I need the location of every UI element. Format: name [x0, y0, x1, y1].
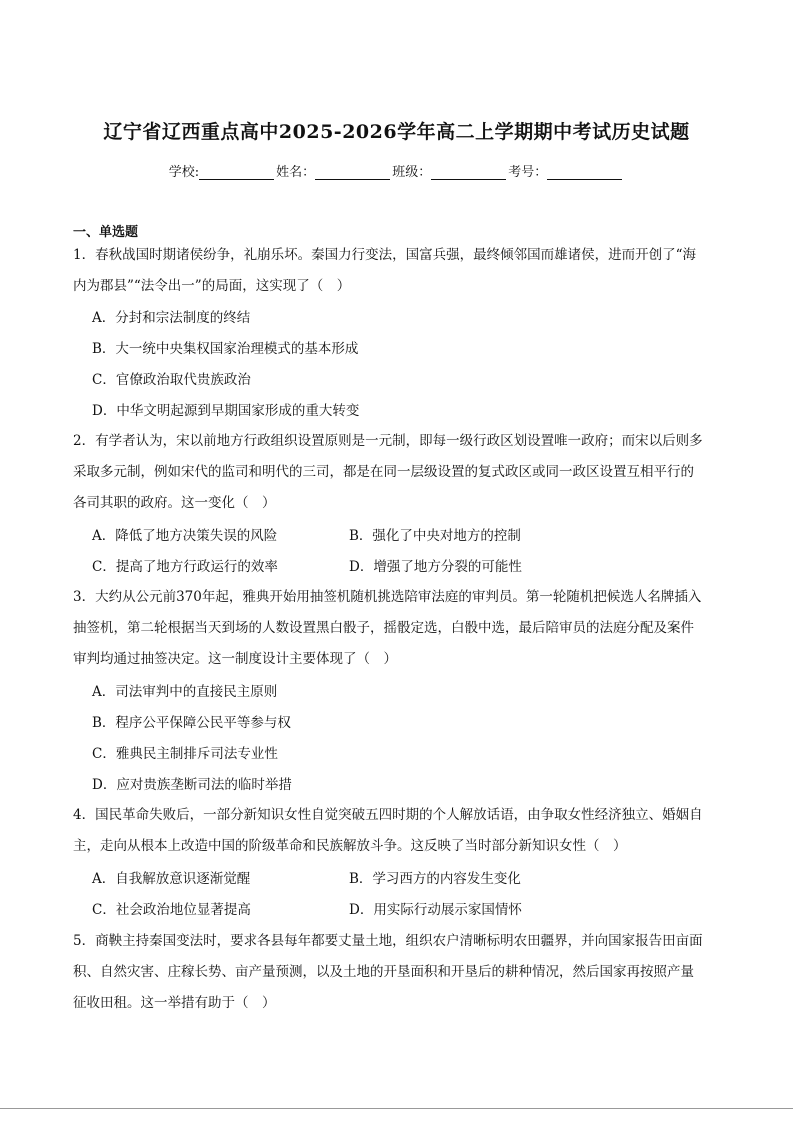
question-1-option-b[interactable]: B．大一统中央集权国家治理模式的基本形成: [92, 341, 359, 357]
stem-line: 4．国民革命失败后，一部分新知识女性自觉突破五四时期的个人解放话语，由争取女性经济独立、婚姻自: [73, 807, 703, 823]
question-2-option-d[interactable]: D．增强了地方分裂的可能性: [349, 559, 522, 575]
question-4-option-c[interactable]: C．社会政治地位显著提高: [92, 902, 251, 918]
stem-line: 各司其职的政府。这一变化（ ）: [73, 495, 276, 511]
question-3-option-a[interactable]: A．司法审判中的直接民主原则: [92, 684, 278, 700]
class-blank[interactable]: [431, 167, 506, 180]
question-4-option-b[interactable]: B．学习西方的内容发生变化: [349, 871, 521, 887]
school-label: 学校:: [168, 165, 200, 180]
section-title: 一、单选题: [73, 225, 139, 240]
stem-line: 审判均通过抽签决定。这一制度设计主要体现了（ ）: [73, 651, 397, 667]
exam-number-label: 考号：: [508, 165, 548, 180]
stem-line: 采取多元制，例如宋代的监司和明代的三司，都是在同一层级设置的复式政区或同一政区设置互相平行的: [73, 464, 694, 480]
question-2-stem: [73, 426, 721, 519]
student-info-line: [0, 161, 793, 180]
question-3-option-c[interactable]: C．雅典民主制排斥司法专业性: [92, 746, 278, 762]
stem-line: 主，走向从根本上改造中国的阶级革命和民族解放斗争。这反映了当时部分新知识女性（ ）: [73, 838, 627, 854]
question-1-option-a[interactable]: A．分封和宗法制度的终结: [92, 310, 251, 326]
question-3-option-d[interactable]: D．应对贵族垄断司法的临时举措: [92, 777, 292, 793]
stem-line: 3．大约从公元前370年起，雅典开始用抽签机随机挑选陪审法庭的审判员。第一轮随机把候选人名牌插入: [73, 589, 702, 605]
stem-line: 抽签机，第二轮根据当天到场的人数设置黑白骰子，摇骰定选，白骰中选，最后陪审员的法庭分配及案件: [73, 620, 694, 636]
school-blank[interactable]: [199, 167, 274, 180]
question-4-option-d[interactable]: D．用实际行动展示家国情怀: [349, 902, 522, 918]
stem-line: 征收田租。这一举措有助于（ ）: [73, 995, 276, 1011]
stem-line: 1．春秋战国时期诸侯纷争，礼崩乐坏。秦国力行变法，国富兵强，最终倾邻国而雄诸侯，进而开创了“海: [73, 247, 696, 263]
question-1-stem: [73, 240, 721, 302]
stem-line: 2．有学者认为，宋以前地方行政组织设置原则是一元制，即每一级行政区划设置唯一政府；而宋以后则多: [73, 433, 703, 449]
stem-line: 内为郡县”“法令出一”的局面，这实现了（ ）: [73, 278, 351, 294]
question-2-option-b[interactable]: B．强化了中央对地方的控制: [349, 528, 521, 544]
question-1-option-c[interactable]: C．官僚政治取代贵族政治: [92, 372, 251, 388]
class-label: 班级：: [392, 165, 432, 180]
exam-number-blank[interactable]: [547, 167, 622, 180]
question-2-option-a[interactable]: A．降低了地方决策失误的风险: [92, 528, 278, 544]
question-5-stem: [73, 926, 721, 1019]
question-4-stem: [73, 800, 721, 862]
question-3-stem: [73, 582, 721, 675]
question-3-option-b[interactable]: B．程序公平保障公民平等参与权: [92, 715, 291, 731]
question-4-option-a[interactable]: A．自我解放意识逐渐觉醒: [92, 871, 251, 887]
page-bottom-divider: [0, 1108, 793, 1109]
stem-line: 积、自然灾害、庄稼长势、亩产量预测，以及土地的开垦面积和开垦后的耕种情况，然后国家再按照产量: [73, 964, 694, 980]
name-label: 姓名：: [276, 165, 316, 180]
stem-line: 5．商鞅主持秦国变法时，要求各县每年都要丈量土地，组织农户清晰标明农田疆界，并向国家报告田亩面: [73, 933, 703, 949]
question-2-option-c[interactable]: C．提高了地方行政运行的效率: [92, 559, 278, 575]
name-blank[interactable]: [315, 167, 390, 180]
exam-title: 辽宁省辽西重点高中2025-2026学年高二上学期期中考试历史试题: [103, 121, 690, 143]
question-1-option-d[interactable]: D．中华文明起源到早期国家形成的重大转变: [92, 403, 360, 419]
